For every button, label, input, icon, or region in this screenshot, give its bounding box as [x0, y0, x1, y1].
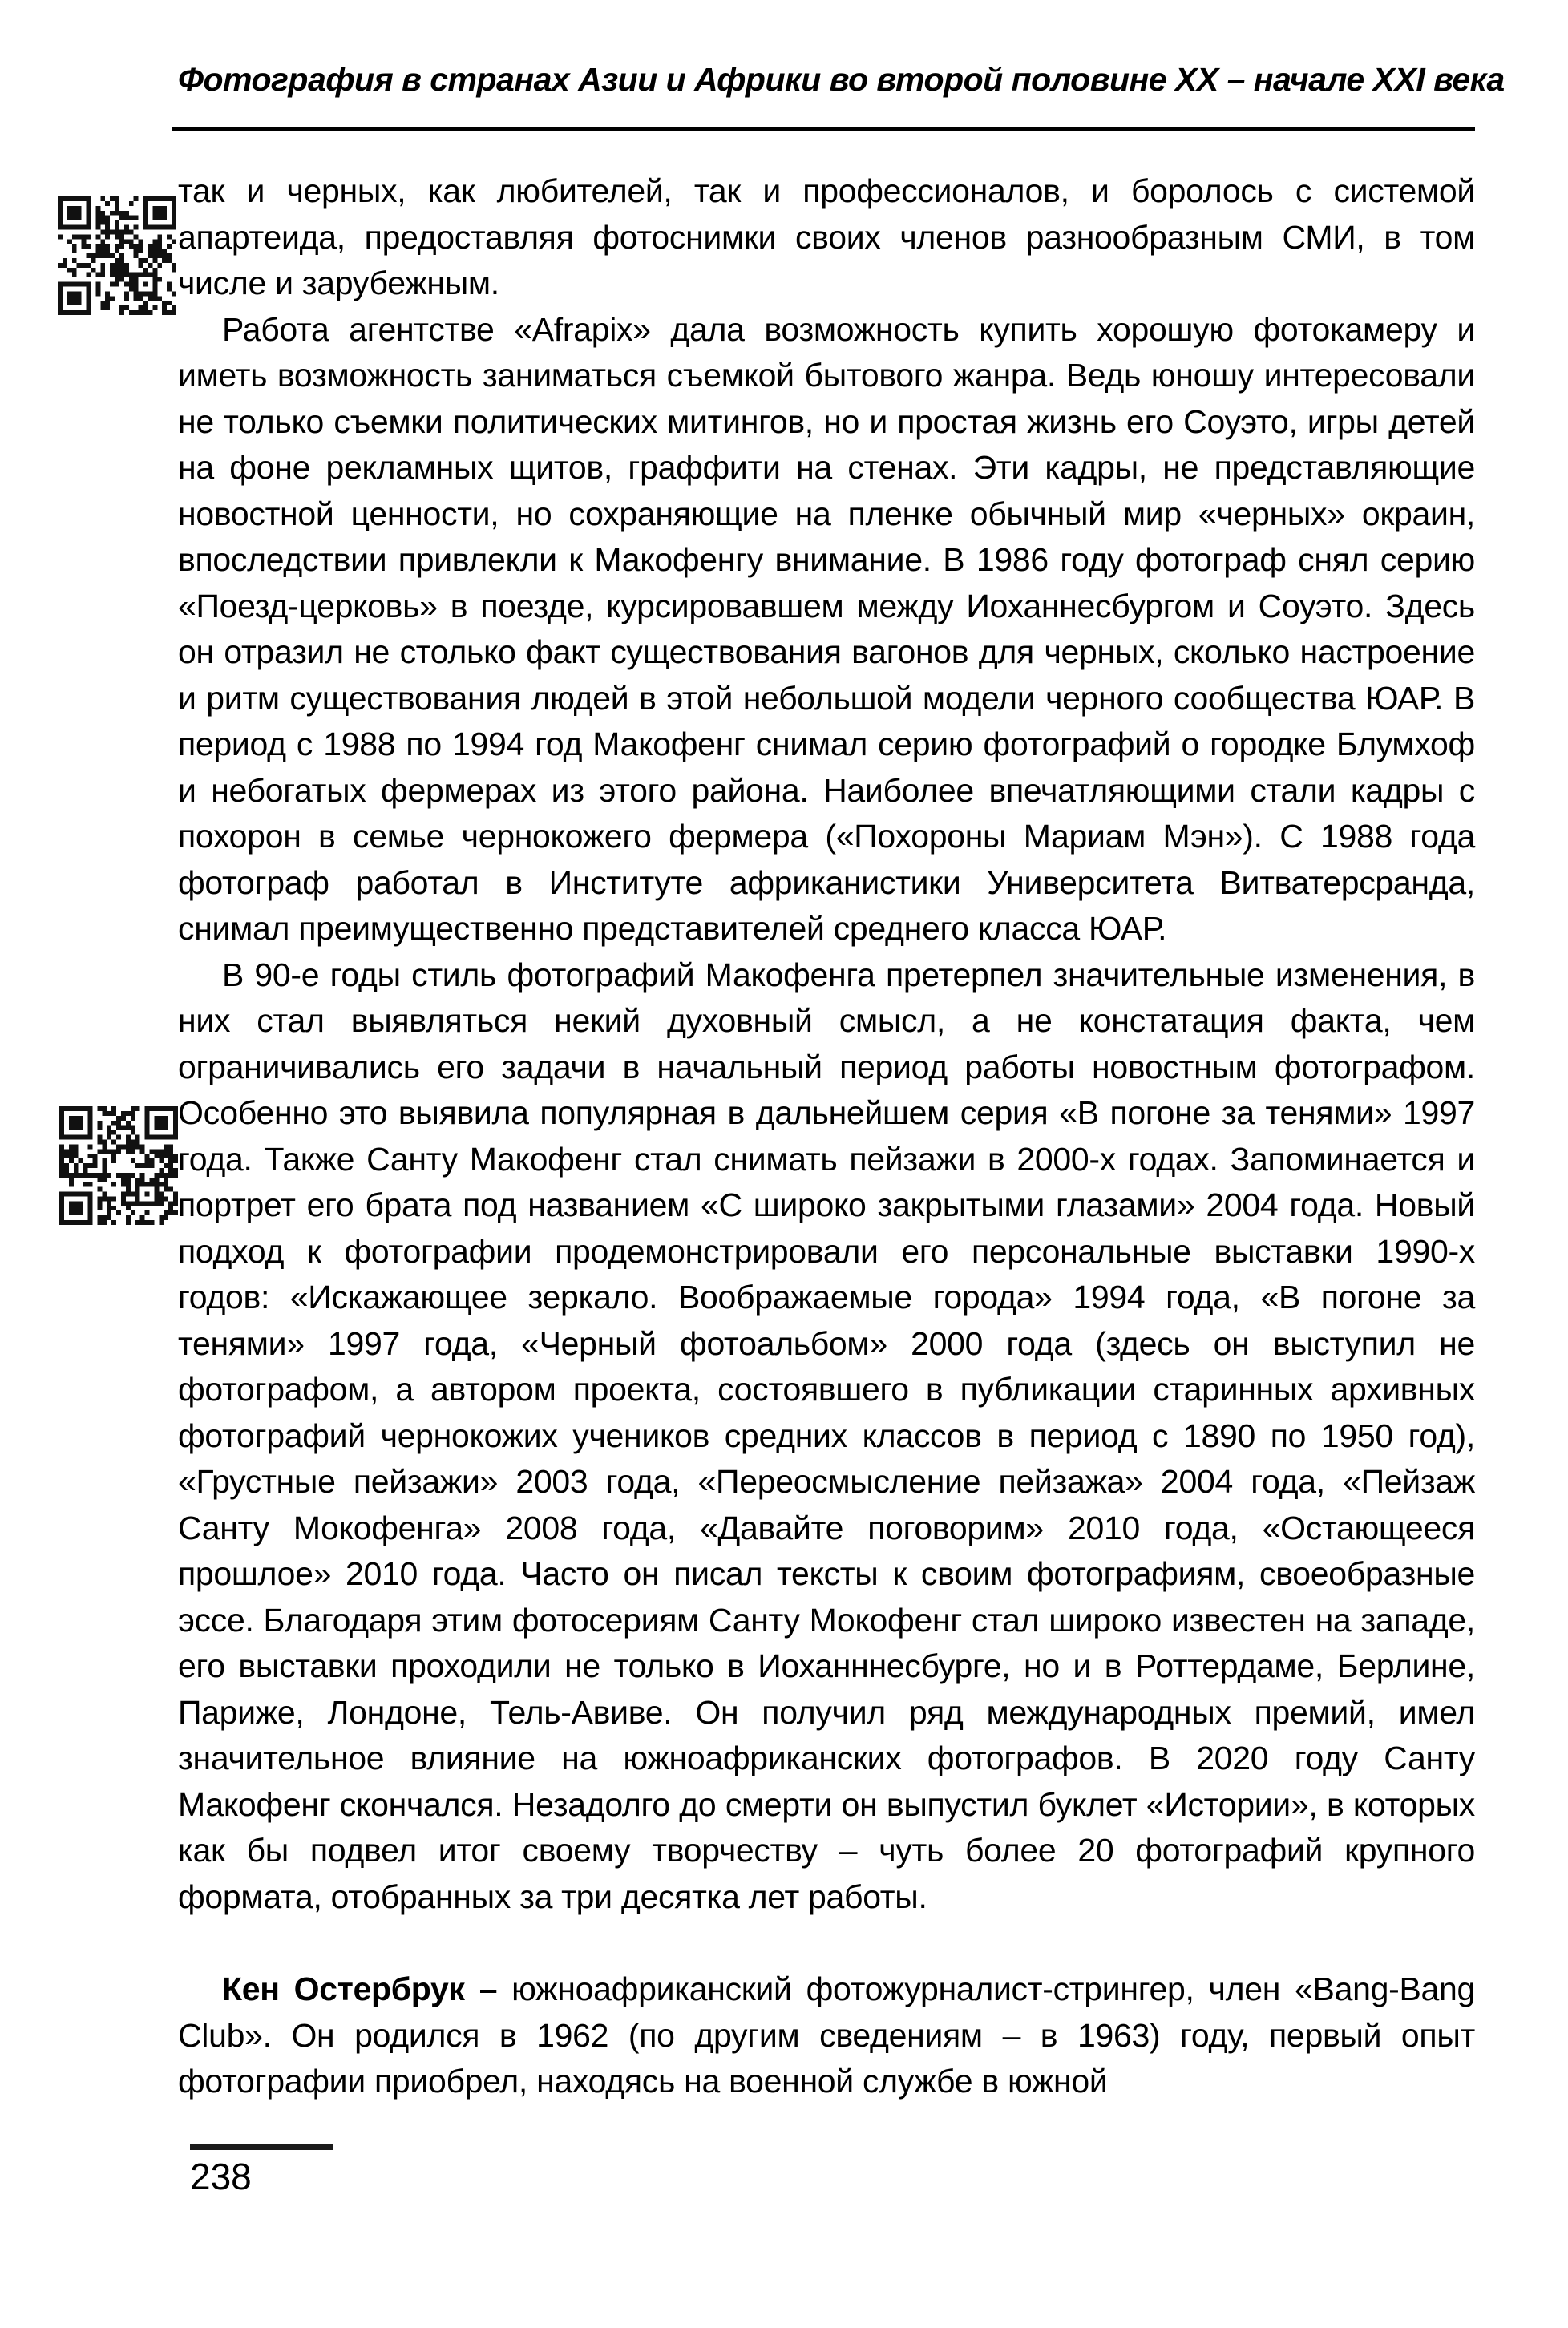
- paragraph: В 90-е годы стиль фотографий Макофенга претерпел значительные изменения, в них стал выявляться некий духовный смысл, а не констатация факта, чем ограничивались его задачи в начальный период работы новостным фотографом. Особенно это выявила популярная в дальнейшем серия «В погоне за тенями» 1997 года. Также Санту Макофенг стал снимать пейзажи в 2000-х годах. Запоминается и портрет его брата под названием «С широко закрытыми глазами» 2004 года. Новый подход к фотографии продемонстрировали его персональные выставки 1990-х годов: «Искажающее зеркало. Воображаемые города» 1994 года, «В погоне за тенями» 1997 года, «Черный фотоальбом» 2000 года (здесь он выступил не фотографом, а автором проекта, состоявшего в публикации старинных архивных фотографий чернокожих учеников средних классов в период с 1890 по 1950 год), «Грустные пейзажи» 2003 года, «Переосмысление пейзажа» 2004 года, «Пейзаж Санту Мокофенга» 2008 года, «Давайте поговорим» 2010 года, «Остающееся прошлое» 2010 года. Часто он писал тексты к своим фотографиям, своеобразные эссе. Благодаря этим фотосериям Санту Мокофенг стал широко известен на западе, его выставки проходили не только в Иоханннесбурге, но и в Роттердаме, Берлине, Париже, Лондоне, Тель-Авиве. Он получил ряд международных премий, имел значительное влияние на южноафриканских фотографов. В 2020 году Санту Макофенг скончался. Незадолго до смерти он выпустил буклет «Истории», в которых как бы подвел итог своему творчеству – чуть более 20 фотографий крупного формата, отобранных за три десятка лет работы.: [178, 956, 1475, 1915]
- running-header: Фотография в странах Азии и Африки во второй половине XX – начале XXI века: [178, 61, 1505, 98]
- qr-code-icon: [58, 196, 176, 315]
- paragraph: Работа агентстве «Afrapix» дала возможность купить хорошую фотокамеру и иметь возможность заниматься съемкой бытового жанра. Ведь юношу интересовали не только съемки политических митингов, но и простая жизнь его Соуэто, игры детей на фоне рекламных щитов, граффити на стенах. Эти кадры, не представляющие новостной ценности, но сохраняющие на пленке обычный мир «черных» окраин, впоследствии привлекли к Макофенгу внимание. В 1986 году фотограф снял серию «Поезд-церковь» в поезде, курсировавшем между Иоханнесбургом и Соуэто. Здесь он отразил не столько факт существования вагонов для черных, сколько настроение и ритм существования людей в этой небольшой модели черного сообщества ЮАР. В период с 1988 по 1994 год Макофенг снимал серию фотографий о городке Блумхоф и небогатых фермерах из этого района. Наиболее впечатляющими стали кадры с похорон в семье чернокожего фермера («Похороны Мариам Мэн»). С 1988 года фотограф работал в Институте африканистики Университета Витватерсранда, снимал преимущественно представителей среднего класса ЮАР.: [178, 310, 1475, 947]
- paragraph-lead: Кен Остербрук –: [222, 1970, 498, 2007]
- paragraph: [178, 1966, 1475, 2105]
- footer-divider: [190, 2144, 333, 2150]
- paragraph-text: южноафриканский фотожурналист-стрингер, член «Bang-Bang Club». Он родился в 1962 (по другим сведениям – в 1963) году, первый опыт фотографии приобрел, находясь на военной службе в южной: [178, 1970, 1475, 2100]
- page-number: 238: [190, 2156, 252, 2197]
- article-body: [178, 168, 1475, 2105]
- qr-code-icon: [59, 1106, 178, 1225]
- header-divider: [172, 127, 1475, 131]
- paragraph: так и черных, как любителей, так и профессионалов, и боролось с системой апартеида, предоставляя фотоснимки своих членов разнообразным СМИ, в том числе и зарубежным.: [178, 172, 1475, 301]
